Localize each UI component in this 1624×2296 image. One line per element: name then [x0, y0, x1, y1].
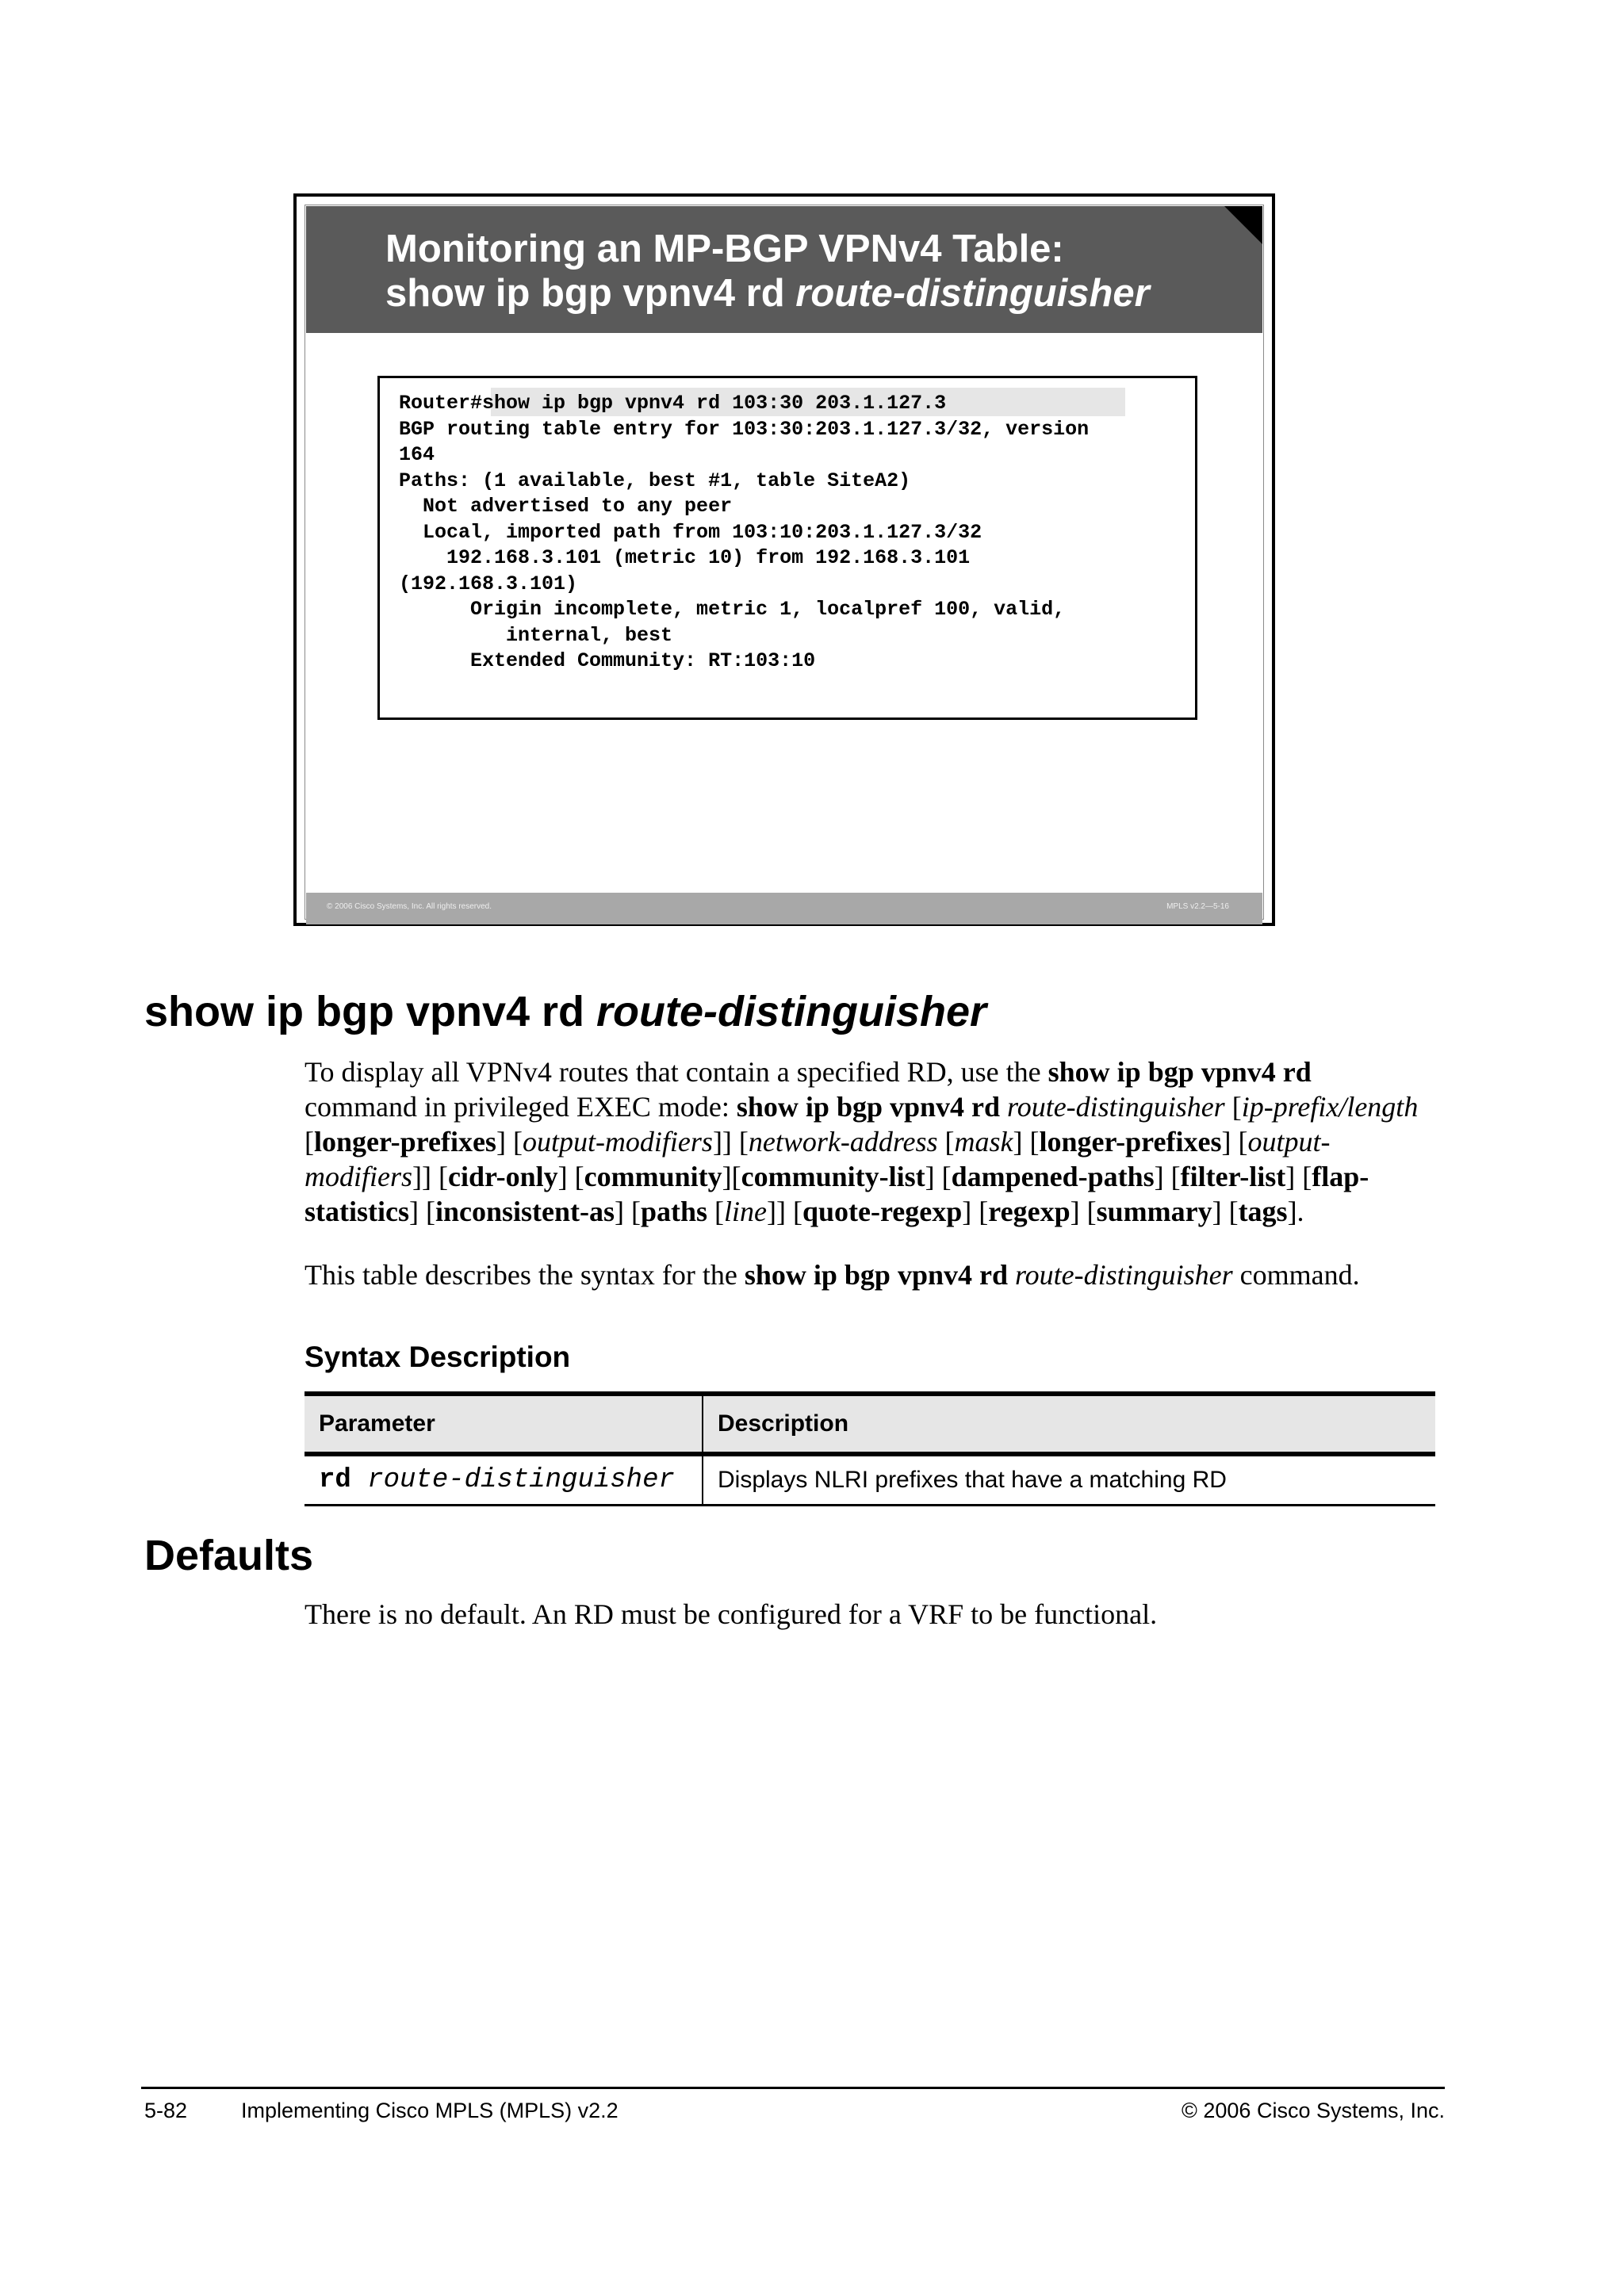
slide-title	[385, 227, 1150, 316]
table-row	[304, 1454, 1435, 1505]
slide-footer-code: MPLS v2.2—5-16	[1166, 902, 1229, 911]
table-cell-parameter	[304, 1454, 703, 1505]
param-keyword: rd	[319, 1464, 351, 1495]
table-cell-description: Displays NLRI prefixes that have a matching RD	[703, 1454, 1435, 1505]
slide-corner-mark	[1224, 206, 1262, 244]
param-argument: route-distinguisher	[367, 1464, 675, 1495]
defaults-paragraph: There is no default. An RD must be configured for a VRF to be functional.	[304, 1598, 1158, 1630]
book-title: Implementing Cisco MPLS (MPLS) v2.2	[241, 2099, 619, 2122]
slide-title-line1: Monitoring an MP-BGP VPNv4 Table:	[385, 228, 1064, 270]
section-heading-defaults: Defaults	[144, 1532, 314, 1579]
slide-footer-copyright: © 2006 Cisco Systems, Inc. All rights reserved.	[327, 902, 492, 911]
heading-command-text: show ip bgp vpnv4 rd	[144, 988, 597, 1035]
cli-output: Router#show ip bgp vpnv4 rd 103:30 203.1.127.3 BGP routing table entry for 103:30:203.1.127.3/32, version 164 Paths: (1 available, best #1, table SiteA2) Not advertised to any peer Local, imported path from 103:10:203.1.127.3/32 192.168.3.101 (metric 10) from 192.168.3.101 (192.168.3.101) Origin incomplete, metric 1, localpref 100, valid, internal, best Extended Community: RT:103:10	[399, 392, 1090, 672]
syntax-table	[304, 1391, 1435, 1506]
slide-title-line2-italic: route-distinguisher	[795, 272, 1150, 315]
slide-footer	[306, 893, 1262, 924]
slide-header	[306, 206, 1262, 333]
page-number: 5-82	[144, 2099, 188, 2122]
table-header-description: Description	[703, 1394, 1435, 1454]
cli-output-box	[377, 376, 1197, 720]
table-header-parameter: Parameter	[304, 1394, 703, 1454]
table-header-row	[304, 1394, 1435, 1454]
slide-title-line2-prefix: show ip bgp vpnv4 rd	[385, 272, 796, 315]
footer-rule	[141, 2087, 1445, 2089]
heading-command-argument: route-distinguisher	[596, 988, 987, 1035]
table-intro-paragraph: This table describes the syntax for the show ip bgp vpnv4 rd route-distinguisher command.	[304, 1259, 1360, 1291]
command-description-paragraph: To display all VPNv4 routes that contain a specified RD, use the show ip bgp vpnv4 rd command in privileged EXEC mode: show ip bgp vpnv4 rd route-distinguisher [ip-prefix/length [longer-prefixes] [output-modifiers]] [network-address [mask] [longer-prefixes] [output-modifiers]] [cidr-only] [community][community-list] [dampened-paths] [filter-list] [flap-statistics] [inconsistent-as] [paths [line]] [quote-regexp] [regexp] [summary] [tags].	[304, 1056, 1419, 1227]
footer-copyright: © 2006 Cisco Systems, Inc.	[1181, 2099, 1445, 2122]
section-heading-command	[144, 986, 986, 1037]
slide-figure	[293, 193, 1275, 926]
syntax-description-heading: Syntax Description	[304, 1341, 571, 1373]
